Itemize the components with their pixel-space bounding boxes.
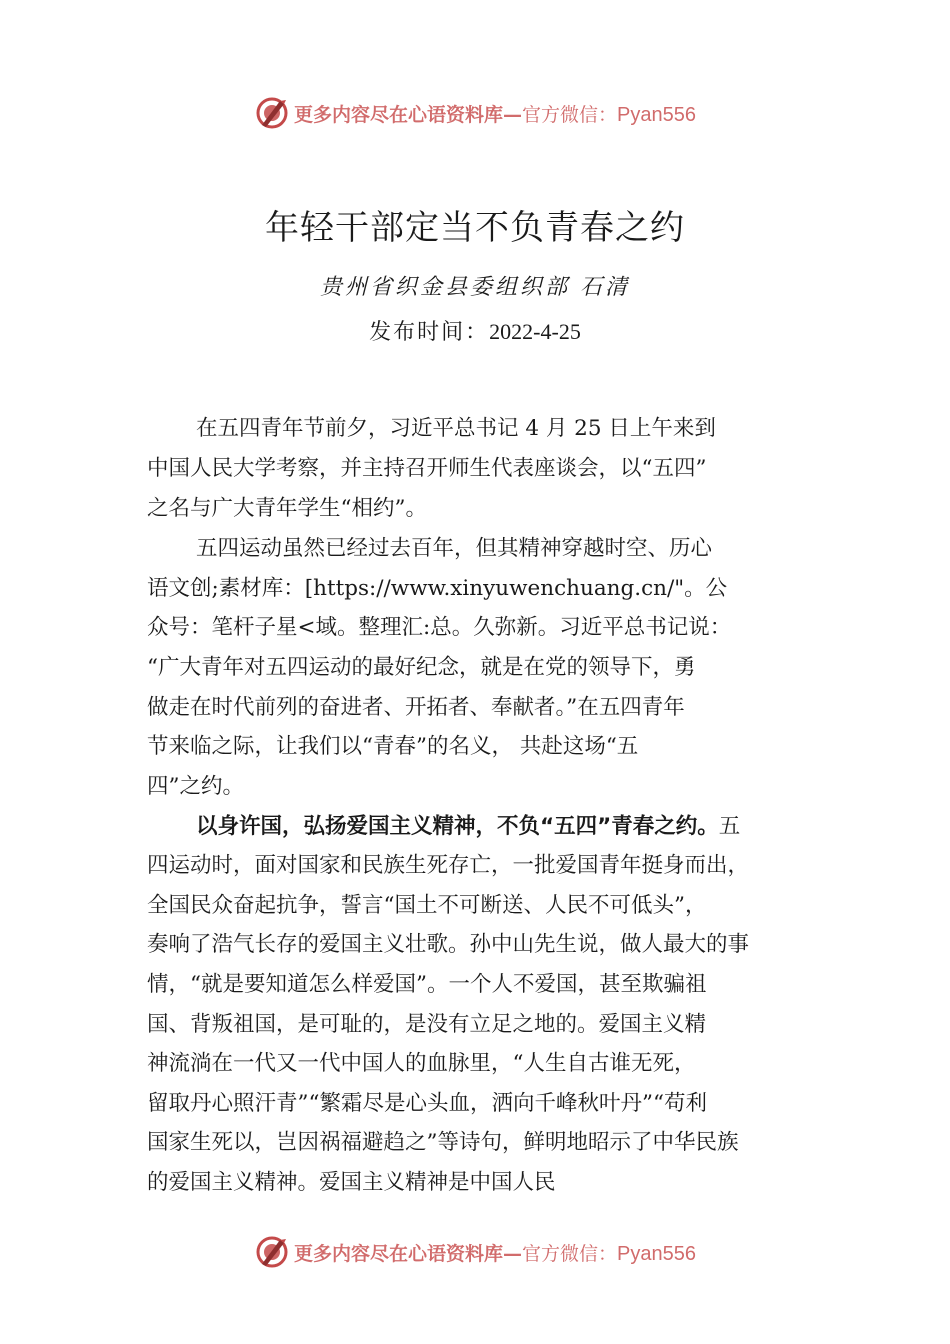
banner-wechat-id: Pyan556 (617, 103, 696, 126)
paragraph3-first-rest: 五 (718, 814, 741, 839)
paragraph1-line-3: 之名与广大青年学生“相约”。 (147, 496, 427, 521)
paragraph2-line-2: 语文创;素材库：[https://www.xinyuwenchuang.cn/"。公 (147, 576, 728, 601)
pen-logo-icon (254, 95, 290, 131)
paragraph3-line-3: 全国民众奋起抗争，誓言“国土不可断送、人民不可低头”， (147, 893, 707, 918)
article-author: 贵州省织金县委组织部 石清 (320, 275, 630, 300)
pen-logo-icon (254, 1234, 290, 1270)
paragraph3-line-1 (196, 807, 740, 847)
banner-wechat-label: 官方微信： (522, 103, 618, 126)
paragraph2-line-3: 众号：笔杆子星<域。整理汇:总。久弥新。习近平总书记说： (147, 615, 732, 640)
banner-text (294, 100, 696, 127)
banner-dash: — (503, 103, 523, 126)
paragraph3-line-4: 奏响了浩气长存的爱国主义壮歌。孙中山先生说，做人最大的事 (147, 932, 750, 957)
paragraph2-line-4: “广大青年对五四运动的最好纪念，就是在党的领导下，勇 (147, 655, 696, 680)
banner-main: 更多内容尽在心语资料库 (294, 1242, 504, 1265)
paragraph2-line-7: 四”之约。 (147, 774, 244, 799)
paragraph1-line-1: 在五四青年节前夕，习近平总书记 4 月 25 日上午来到 (196, 416, 716, 441)
paragraph3-line-2: 四运动时，面对国家和民族生死存亡，一批爱国青年挺身而出， (147, 853, 750, 878)
banner-wechat-id: Pyan556 (617, 1242, 696, 1265)
paragraph3-line-7: 神流淌在一代又一代中国人的血脉里，“人生自古谁无死， (147, 1051, 696, 1076)
banner-main: 更多内容尽在心语资料库 (294, 103, 504, 126)
banner-dash: — (503, 1242, 523, 1265)
banner-wechat-label: 官方微信： (522, 1242, 618, 1265)
article-title: 年轻干部定当不负青春之约 (265, 208, 685, 248)
banner-text (294, 1239, 696, 1266)
paragraph2-line-5: 做走在时代前列的奋进者、开拓者、奉献者。”在五四青年 (147, 695, 685, 720)
header-banner (0, 93, 950, 133)
paragraph2-line-1: 五四运动虽然已经过去百年，但其精神穿越时空、历心 (196, 536, 713, 561)
paragraph2-line-6: 节来临之际，让我们以“青春”的名义， 共赴这场“五 (147, 734, 639, 759)
paragraph1-line-2: 中国人民大学考察，并主持召开师生代表座谈会，以“五四” (147, 456, 707, 481)
paragraph3-line-5: 情，“就是要知道怎么样爱国”。一个人不爱国，甚至欺骗祖 (147, 972, 707, 997)
date-value: 2022-4-25 (489, 319, 581, 344)
paragraph3-line-6: 国、背叛祖国，是可耻的，是没有立足之地的。爱国主义精 (147, 1012, 707, 1037)
paragraph3-line-10: 的爱国主义精神。爱国主义精神是中国人民 (147, 1170, 556, 1195)
paragraph3-line-9: 国家生死以，岂因祸福避趋之”等诗句，鲜明地昭示了中华民族 (147, 1130, 739, 1155)
paragraph3-line-8: 留取丹心照汗青”“繁霜尽是心头血，洒向千峰秋叶丹”“苟利 (147, 1091, 707, 1116)
paragraph3-heading: 以身许国，弘扬爱国主义精神，不负“五四”青春之约。 (196, 814, 719, 839)
date-label: 发布时间： (369, 320, 490, 345)
publish-date (0, 315, 950, 346)
footer-banner (0, 1232, 950, 1272)
